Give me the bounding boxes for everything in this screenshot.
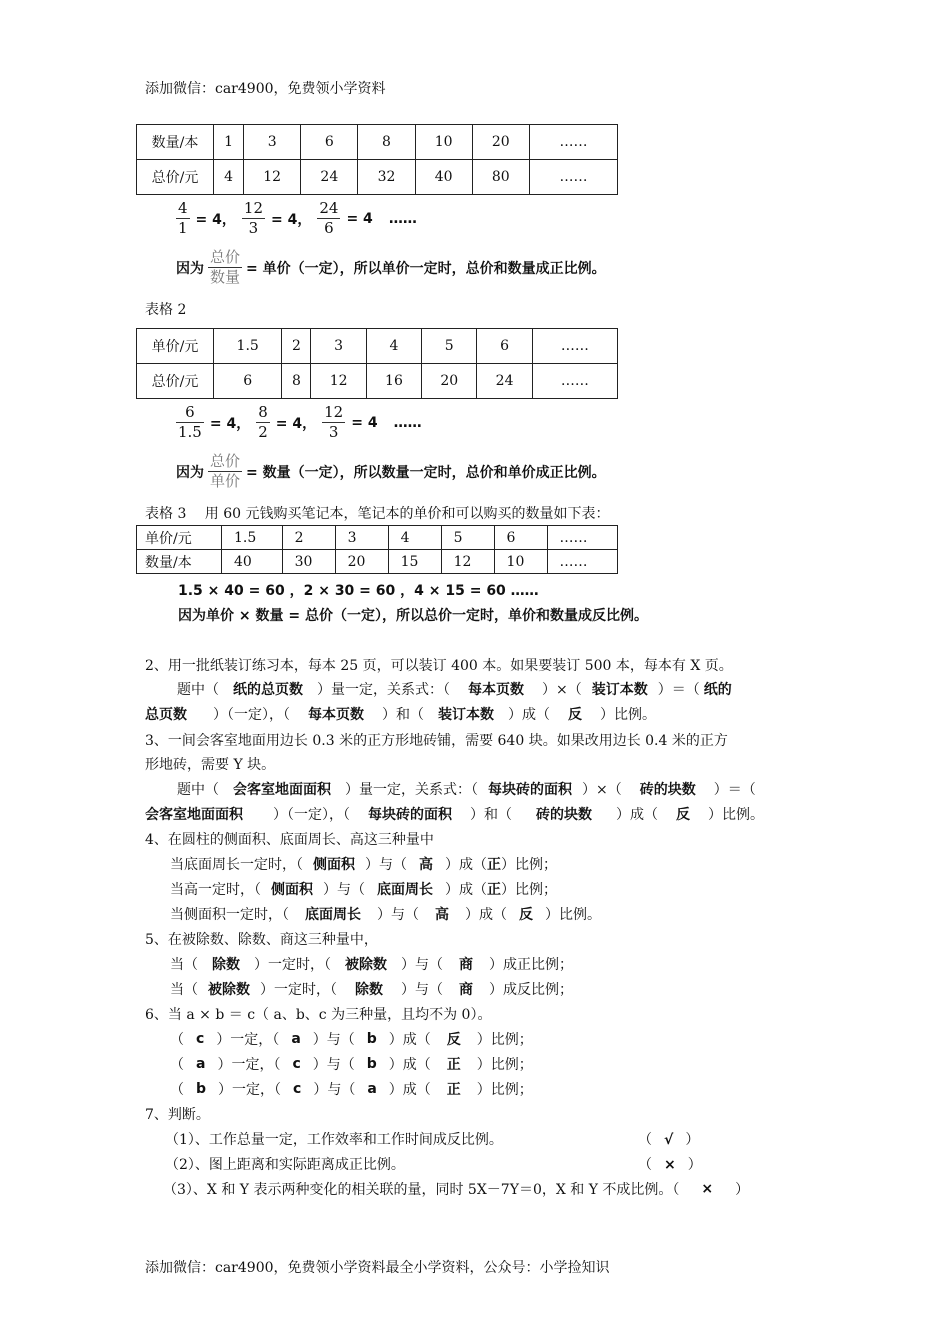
table-cell: 12	[311, 364, 366, 399]
table-cell: 20	[335, 550, 388, 574]
table-2-conclusion: 因为 $\frac{\text{总价}}{\text{单价}}$ = 数量（一定），所以数量一定时，总价和单价成正比例。	[176, 452, 606, 490]
table-1	[136, 124, 618, 195]
table-cell: ……	[547, 526, 617, 550]
table-cell: 20	[422, 364, 477, 399]
table-cell: 1	[214, 125, 244, 160]
table-cell: 10	[494, 550, 547, 574]
question-7-item-1: （1）、工作总量一定，工作效率和工作时间成反比例。	[165, 1132, 503, 1148]
question-5-line-b: 当（ 被除数 ）一定时，（ 除数 ）与（ 商 ）成反比例；	[170, 982, 573, 998]
table-cell: 80	[472, 160, 529, 195]
fraction: $\frac{12}{3}$	[243, 199, 263, 237]
fraction: $\frac{12}{3}$	[324, 403, 344, 441]
table-3-products: 1.5 × 40 = 60 ，2 × 30 = 60 ，4 × 15 = 60 ……	[178, 583, 539, 599]
table-cell: 3	[244, 125, 301, 160]
table-cell: 5	[422, 329, 477, 364]
table-3-title: 表格 3 用 60 元钱购买笔记本，笔记本的单价和可以购买的数量如下表：	[145, 506, 610, 522]
question-3-cont: 形地砖，需要 Y 块。	[145, 757, 276, 773]
question-2-answer-line-1: 题中（ 纸的总页数 ）量一定，关系式：（ 每本页数 ）×（ 装订本数 ）＝（ 纸的	[177, 682, 732, 698]
table-cell: 40	[222, 550, 283, 574]
table-3-conclusion: 因为单价 × 数量 = 总价（一定），所以总价一定时，单价和数量成反比例。	[178, 608, 648, 624]
table-cell: 总价/元	[137, 160, 214, 195]
table-cell: 5	[441, 526, 494, 550]
table-cell: 12	[441, 550, 494, 574]
table-cell: 12	[244, 160, 301, 195]
question-5: 5、在被除数、除数、商这三种量中，	[145, 932, 378, 948]
table-cell: 6	[301, 125, 358, 160]
table-cell: 10	[415, 125, 472, 160]
table-cell: 单价/元	[137, 329, 214, 364]
table-cell: 40	[415, 160, 472, 195]
question-3-answer-line-2: 会客室地面面积 ）（一定），（ 每块砖的面积 ）和（ 砖的块数 ）成（ 反 ）比例。	[145, 807, 764, 823]
table-cell: 2	[282, 329, 311, 364]
table-cell: ……	[532, 364, 617, 399]
table-cell: 15	[388, 550, 441, 574]
table-cell: 1.5	[214, 329, 282, 364]
question-7: 7、判断。	[145, 1107, 210, 1123]
table-cell: ……	[547, 550, 617, 574]
question-2: 2、用一批纸装订练习本，每本 25 页，可以装订 400 本。如果要装订 500 本，每本有 X 页。	[145, 658, 733, 674]
table-1-conclusion: 因为 $\frac{\text{总价}}{\text{数量}}$ = 单价（一定），所以单价一定时，总价和数量成正比例。	[176, 248, 606, 286]
table-cell: 20	[472, 125, 529, 160]
table-cell: ……	[529, 160, 617, 195]
question-4-line-a: 当底面周长一定时，（ 侧面积 ）与（ 高 ）成（ 正 ）比例；	[170, 857, 557, 873]
fraction: $\frac{\text{总价}}{\text{数量}}$	[210, 248, 241, 286]
question-6-line-c: （ b ）一定，（ c ）与（ a ）成（ 正 ）比例；	[170, 1081, 533, 1098]
table-cell: 32	[358, 160, 415, 195]
table-cell: 4	[214, 160, 244, 195]
table-cell: 16	[366, 364, 421, 399]
table-2	[136, 328, 618, 399]
table-cell: 数量/本	[137, 550, 222, 574]
fraction: $\frac{\text{总价}}{\text{单价}}$	[210, 452, 241, 490]
table-2-ratios: $\frac{6}{1.5}$ = 4， $\frac{8}{2}$ = 4， $\frac{12}{3}$ = 4 ……	[178, 403, 422, 441]
table-1-ratios: $\frac{4}{1}$ = 4， $\frac{12}{3}$ = 4， $\frac{24}{6}$ = 4 ……	[178, 199, 417, 237]
table-cell: 2	[282, 526, 335, 550]
question-6: 6、当 a × b ＝ c（ a、b、c 为三种量，且均不为 0）。	[145, 1007, 492, 1023]
table-cell: 总价/元	[137, 364, 214, 399]
fraction: $\frac{24}{6}$	[319, 199, 339, 237]
table-cell: 6	[494, 526, 547, 550]
table-cell: 数量/本	[137, 125, 214, 160]
question-7-item-3: （3）、X 和 Y 表示两种变化的相关联的量，同时 5X－7Y＝0，X 和 Y 不成比例。（ × ）	[163, 1181, 750, 1198]
table-cell: 4	[366, 329, 421, 364]
question-7-item-2-answer: （ × ）	[638, 1157, 702, 1173]
table-cell: ……	[529, 125, 617, 160]
table-cell: 8	[282, 364, 311, 399]
question-3-answer-line-1: 题中（ 会客室地面面积 ）量一定，关系式：（ 每块砖的面积 ）×（ 砖的块数 ）＝（	[177, 782, 756, 798]
question-5-line-a: 当（ 除数 ）一定时，（ 被除数 ）与（ 商 ）成正比例；	[170, 957, 573, 973]
table-cell: 6	[214, 364, 282, 399]
table-3	[136, 525, 618, 574]
question-7-item-2: （2）、图上距离和实际距离成正比例。	[165, 1157, 405, 1173]
table-cell: 6	[477, 329, 532, 364]
fraction: $\frac{8}{2}$	[258, 403, 268, 441]
table-cell: ……	[532, 329, 617, 364]
question-3: 3、一间会客室地面用边长 0.3 米的正方形地砖铺，需要 640 块。如果改用边长 0.4 米的正方	[145, 733, 728, 749]
question-4-line-b: 当高一定时，（ 侧面积 ）与（ 底面周长 ）成（ 正 ）比例；	[170, 882, 557, 898]
table-cell: 8	[358, 125, 415, 160]
fraction: $\frac{4}{1}$	[178, 199, 188, 237]
page-footer: 添加微信：car4900，免费领小学资料最全小学资料，公众号：小学捡知识	[145, 1260, 610, 1276]
question-2-answer-line-2: 总页数 ）（一定），（ 每本页数 ）和（ 装订本数 ）成（ 反 ）比例。	[145, 707, 656, 723]
table-cell: 单价/元	[137, 526, 222, 550]
page-header: 添加微信：car4900，免费领小学资料	[145, 81, 386, 97]
fraction: $\frac{6}{1.5}$	[178, 403, 202, 441]
question-4-line-c: 当侧面积一定时，（ 底面周长 ）与（ 高 ）成（ 反 ）比例。	[170, 907, 601, 923]
question-6-line-b: （ a ）一定，（ c ）与（ b ）成（ 正 ）比例；	[170, 1056, 533, 1073]
table-cell: 24	[477, 364, 532, 399]
table-cell: 3	[335, 526, 388, 550]
table-2-title: 表格 2	[145, 302, 187, 318]
question-7-item-1-answer: （ √ ）	[638, 1132, 700, 1148]
table-cell: 4	[388, 526, 441, 550]
table-cell: 30	[282, 550, 335, 574]
table-cell: 3	[311, 329, 366, 364]
question-6-line-a: （ c ）一定，（ a ）与（ b ）成（ 反 ）比例；	[170, 1031, 533, 1048]
table-cell: 24	[301, 160, 358, 195]
question-4: 4、在圆柱的侧面积、底面周长、高这三种量中	[145, 832, 434, 848]
table-cell: 1.5	[222, 526, 283, 550]
